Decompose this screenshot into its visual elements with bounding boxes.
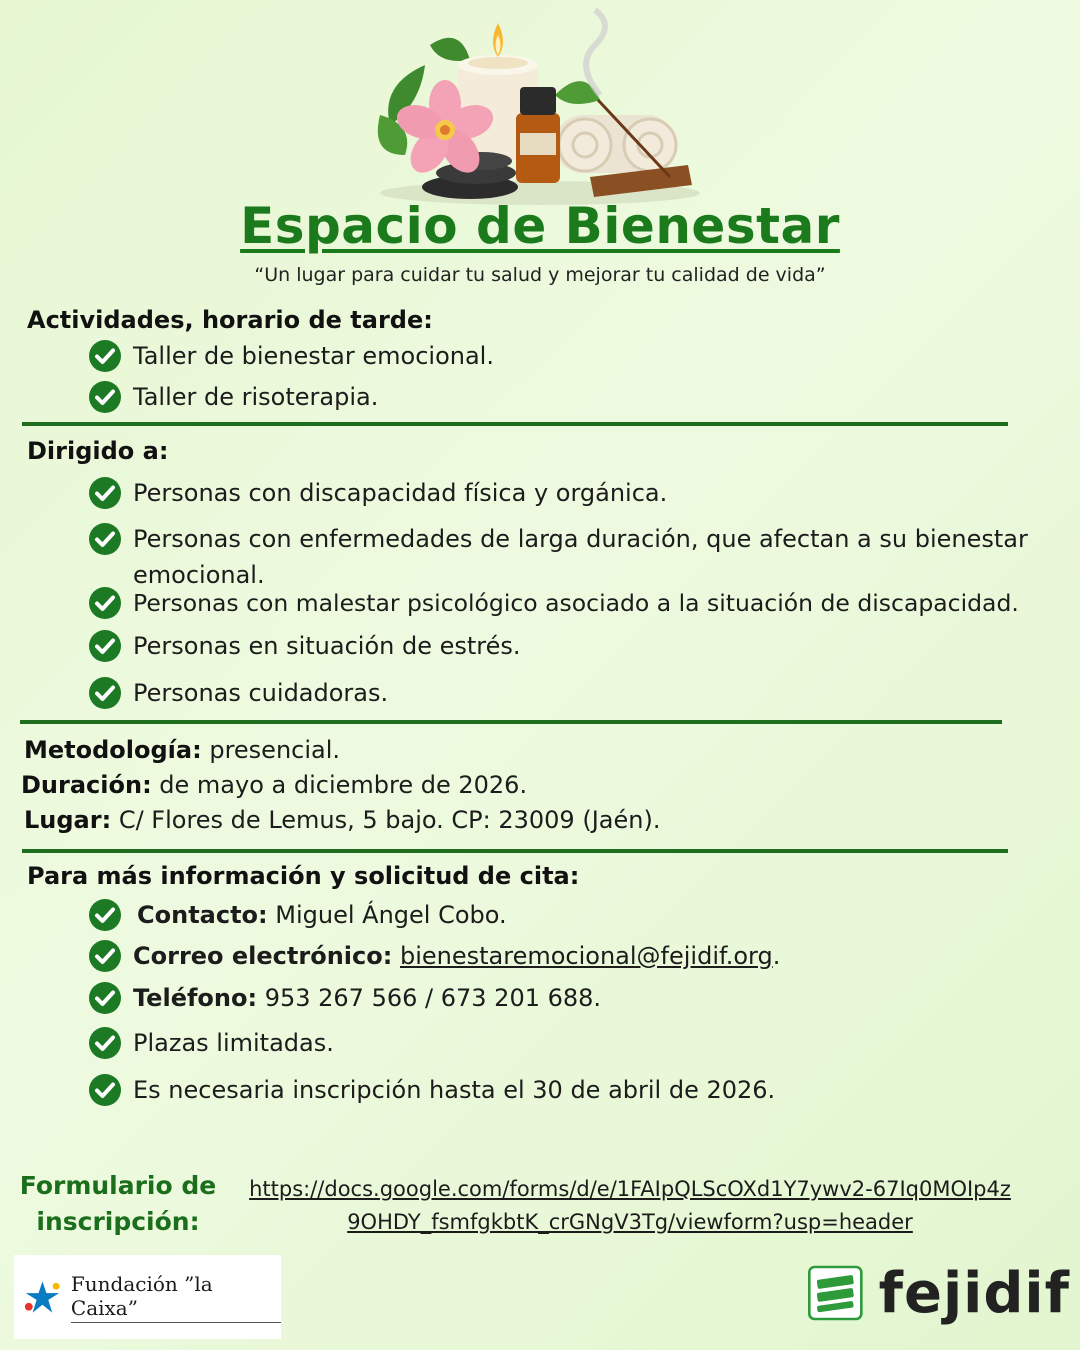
check-circle-icon — [88, 1073, 122, 1107]
fejidif-logo-text: fejidif — [878, 1260, 1070, 1326]
place-label: Lugar: — [24, 806, 112, 834]
check-circle-icon — [88, 380, 122, 414]
audience-text: Personas cuidadoras. — [133, 679, 389, 707]
form-label: Formulario de inscripción: — [19, 1171, 217, 1236]
phone-label: Teléfono: — [133, 984, 258, 1012]
list-item — [88, 585, 1019, 622]
audience-text: Personas con enfermedades de larga duración, que afectan a su bienestar emocional. — [133, 525, 1028, 589]
check-circle-icon — [88, 898, 122, 932]
place-line — [24, 806, 660, 834]
fejidif-emblem-icon — [808, 1251, 863, 1335]
list-item — [88, 1025, 334, 1062]
audience-heading: Dirigido a: — [27, 437, 169, 465]
contact-heading: Para más información y solicitud de cita: — [27, 862, 580, 890]
list-item — [88, 980, 601, 1017]
check-circle-icon — [88, 981, 122, 1015]
list-item — [88, 675, 388, 712]
activity-text: Taller de risoterapia. — [133, 383, 379, 411]
deadline-text: Es necesaria inscripción hasta el 30 de abril de 2026. — [133, 1076, 776, 1104]
contact-label: Contacto: — [137, 901, 268, 929]
check-circle-icon — [88, 1026, 122, 1060]
check-circle-icon — [88, 676, 122, 710]
divider — [22, 849, 1008, 853]
limited-text: Plazas limitadas. — [133, 1029, 334, 1057]
divider — [20, 720, 1002, 724]
page-subtitle: “Un lugar para cuidar tu salud y mejorar tu calidad de vida” — [254, 264, 826, 286]
divider — [22, 422, 1008, 426]
spa-illustration — [370, 5, 710, 205]
list-item — [88, 897, 507, 934]
duration-label: Duración: — [21, 771, 152, 799]
list-item — [88, 628, 521, 665]
methodology-label: Metodología: — [24, 736, 202, 764]
fundacion-la-caixa-logo — [14, 1255, 281, 1339]
list-item — [88, 338, 494, 375]
fejidif-logo — [808, 1248, 1070, 1338]
check-circle-icon — [88, 339, 122, 373]
check-circle-icon — [88, 939, 122, 973]
contact-value: Miguel Ángel Cobo. — [267, 901, 507, 929]
email-line — [133, 938, 780, 975]
list-item — [88, 521, 1063, 593]
check-circle-icon — [88, 629, 122, 663]
audience-text: Personas en situación de estrés. — [133, 632, 521, 660]
duration-value: de mayo a diciembre de 2026. — [151, 771, 528, 799]
contact-line — [137, 897, 507, 934]
check-circle-icon — [88, 522, 122, 556]
list-item — [88, 938, 780, 975]
phone-value: 953 267 566 / 673 201 688. — [257, 984, 602, 1012]
duration-line — [21, 771, 527, 799]
check-circle-icon — [88, 586, 122, 620]
form-link[interactable]: https://docs.google.com/forms/d/e/1FAIpQLScOXd1Y7ywv2-67Iq0MOIp4z9OHDY_fsmfgkbtK_crGNgV3Tg/viewform?usp=header — [249, 1177, 1011, 1234]
list-item — [88, 1072, 775, 1109]
place-value: C/ Flores de Lemus, 5 bajo. CP: 23009 (Jaén). — [111, 806, 661, 834]
methodology-line — [24, 736, 340, 764]
activities-heading: Actividades, horario de tarde: — [27, 306, 433, 334]
list-item — [88, 379, 378, 416]
audience-text: Personas con discapacidad física y orgánica. — [133, 479, 668, 507]
audience-text: Personas con malestar psicológico asociado a la situación de discapacidad. — [133, 589, 1019, 617]
phone-line — [133, 980, 601, 1017]
email-suffix: . — [772, 942, 781, 970]
caixa-logo-text: Fundación ”la Caixa” — [71, 1272, 281, 1323]
activity-text: Taller de bienestar emocional. — [133, 342, 494, 370]
email-link[interactable]: bienestaremocional@fejidif.org — [399, 942, 773, 970]
email-label: Correo electrónico: — [133, 942, 393, 970]
list-item — [88, 475, 667, 512]
page-title: Espacio de Bienestar — [240, 197, 840, 255]
check-circle-icon — [88, 476, 122, 510]
methodology-value: presencial. — [201, 736, 341, 764]
star-icon — [20, 1277, 65, 1317]
